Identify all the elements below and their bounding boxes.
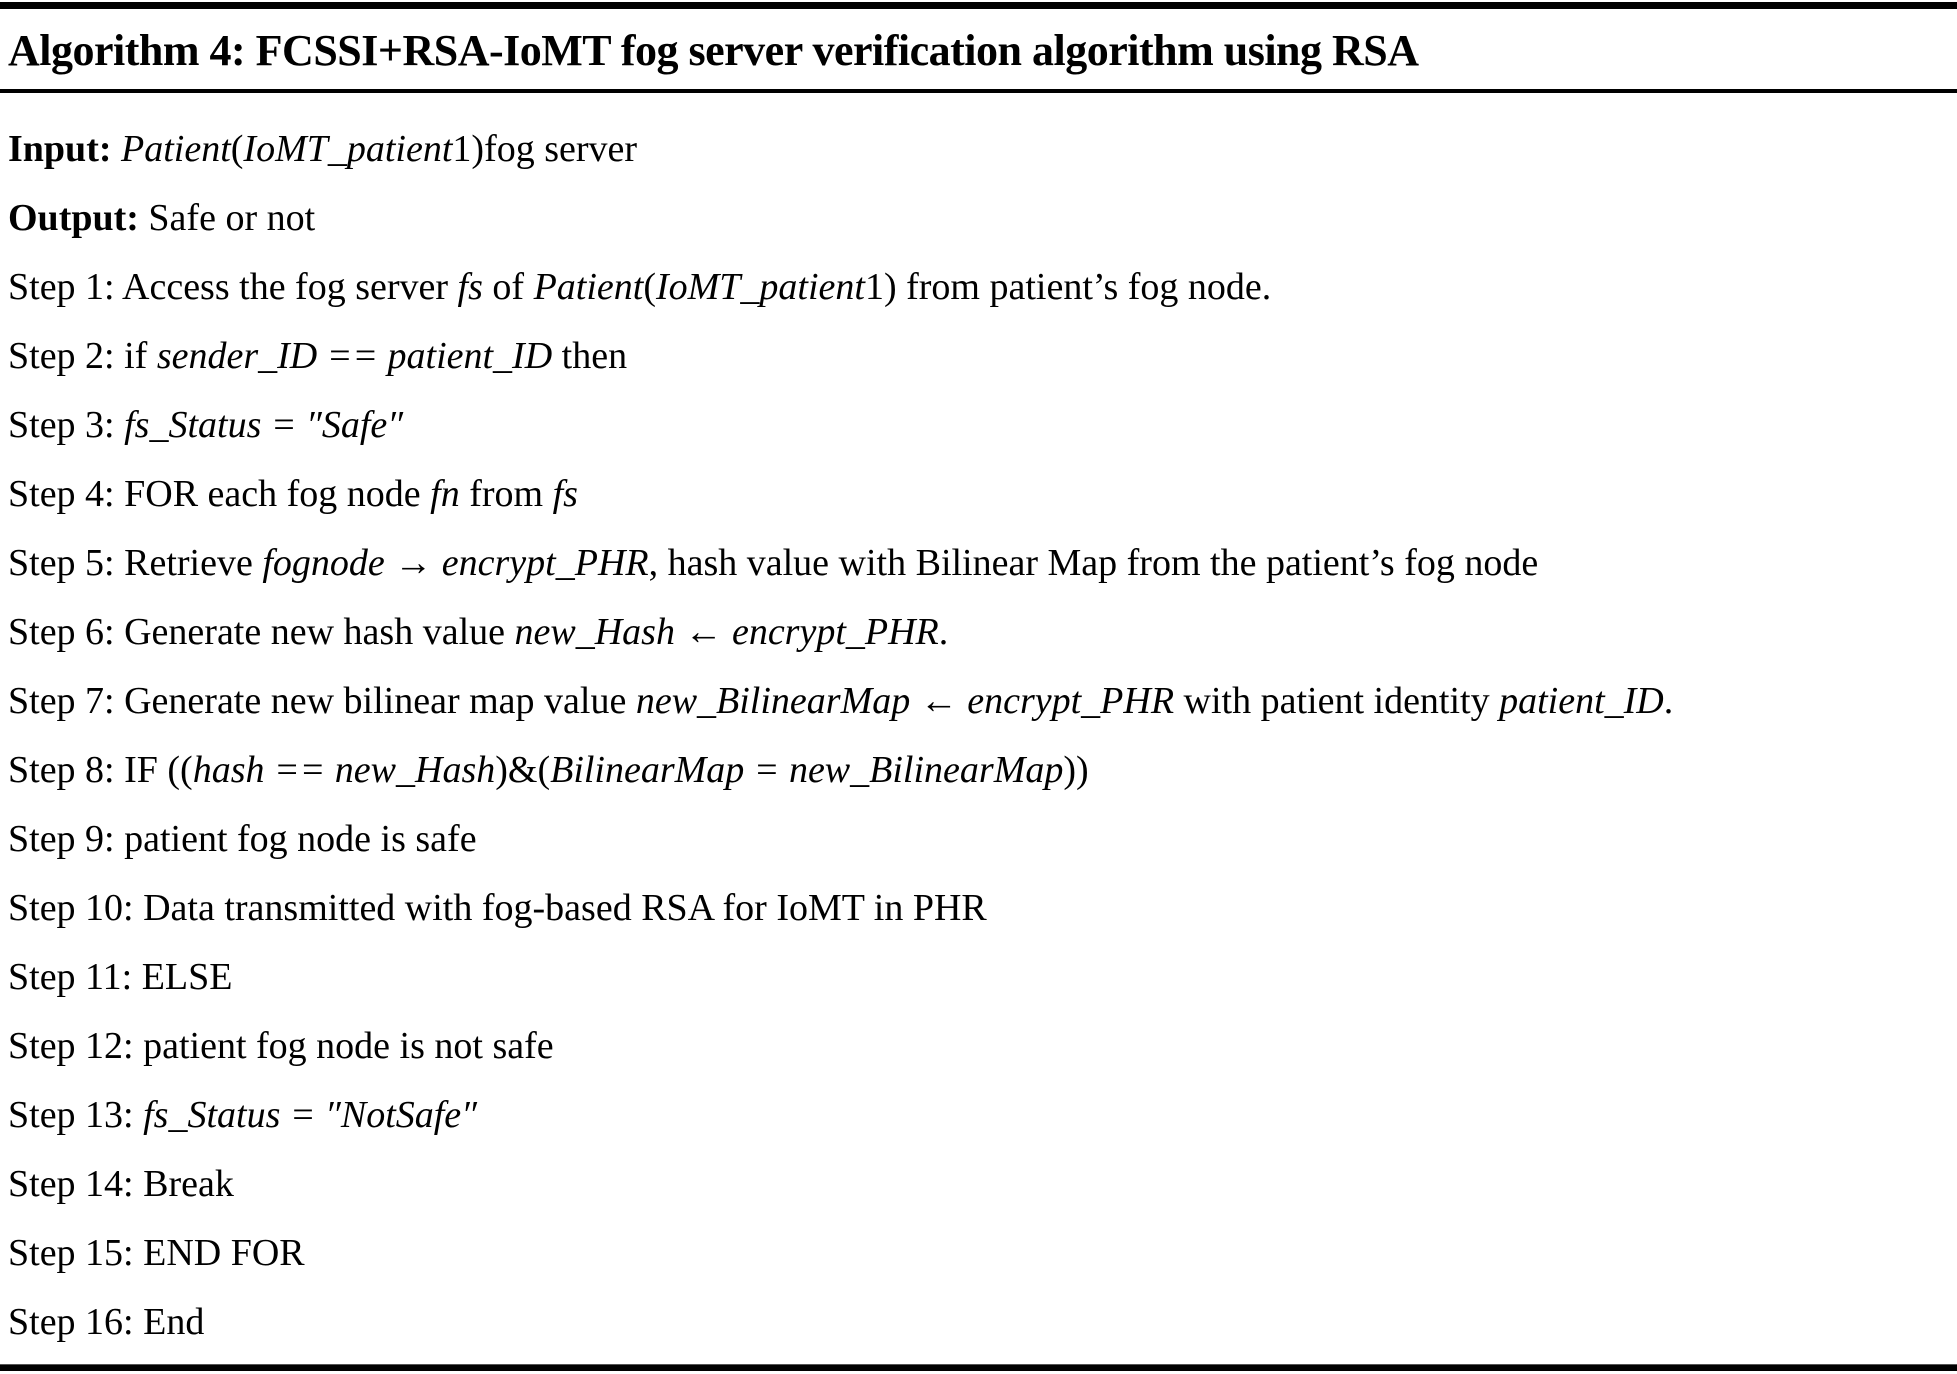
text-segment: hash == new_Hash	[192, 749, 496, 791]
text-segment: Step 8: IF ((	[8, 749, 193, 791]
algorithm-body	[0, 93, 1957, 1357]
text-segment: ←	[674, 611, 732, 653]
line-step-15	[8, 1219, 1949, 1288]
text-segment: Step 1: Access the fog server	[8, 266, 458, 308]
text-segment: Safe or not	[148, 197, 316, 239]
line-step-8	[8, 736, 1949, 805]
text-segment: Step 4: FOR each fog node	[8, 473, 431, 515]
text-segment: Step 10: Data transmitted with fog-based RSA for IoMT in PHR	[8, 887, 987, 929]
text-segment: encrypt_PHR	[967, 680, 1175, 722]
text-segment: fognode	[262, 542, 385, 584]
line-step-4	[8, 460, 1949, 529]
text-segment: .	[1663, 680, 1674, 722]
text-segment: fs_Status = ″Safe″	[124, 404, 404, 446]
text-segment: encrypt_PHR	[441, 542, 649, 584]
text-segment: with patient identity	[1174, 680, 1500, 722]
text-segment: Step 15: END FOR	[8, 1232, 305, 1274]
text-segment: encrypt_PHR	[731, 611, 939, 653]
text-segment: (	[643, 266, 656, 308]
text-segment: 1)	[864, 266, 897, 308]
text-segment: Step 11: ELSE	[8, 956, 233, 998]
text-segment: from	[459, 473, 553, 515]
line-step-5	[8, 529, 1949, 598]
text-segment: Step 3:	[8, 404, 125, 446]
text-segment: 1)	[452, 128, 485, 170]
line-step-7	[8, 667, 1949, 736]
text-segment: Step 5: Retrieve	[8, 542, 263, 584]
text-segment: Input:	[8, 128, 121, 170]
text-segment: from patient’s fog node.	[896, 266, 1272, 308]
line-step-9	[8, 805, 1949, 874]
text-segment: IoMT_patient	[655, 266, 865, 308]
text-segment: (	[230, 128, 244, 170]
text-segment: fs_Status = ″NotSafe″	[143, 1094, 477, 1136]
text-segment: )&(	[495, 749, 551, 791]
text-segment: Step 12: patient fog node is not safe	[8, 1025, 554, 1067]
text-segment: fs	[457, 266, 483, 308]
line-step-6	[8, 598, 1949, 667]
text-segment: Step 7: Generate new bilinear map value	[8, 680, 636, 722]
text-segment: .	[938, 611, 949, 653]
text-segment: fn	[430, 473, 460, 515]
line-step-10	[8, 874, 1949, 943]
text-segment: BilinearMap = new_BilinearMap	[550, 749, 1064, 791]
text-segment: Patient	[533, 266, 644, 308]
text-segment: then	[552, 335, 628, 377]
bottom-rule	[0, 1364, 1957, 1371]
text-segment: Step 13:	[8, 1094, 144, 1136]
text-segment: new_BilinearMap	[635, 680, 911, 722]
text-segment: of	[482, 266, 534, 308]
algorithm-title: Algorithm 4: FCSSI+RSA-IoMT fog server verification algorithm using RSA	[8, 26, 1419, 75]
text-segment: IoMT_patient	[243, 128, 453, 170]
line-step-13	[8, 1081, 1949, 1150]
text-segment: fs	[552, 473, 578, 515]
line-output	[8, 184, 1949, 253]
algorithm-header	[0, 9, 1957, 93]
text-segment: Step 6: Generate new hash value	[8, 611, 515, 653]
line-step-3	[8, 391, 1949, 460]
text-segment: Step 16: End	[8, 1301, 205, 1343]
line-step-16	[8, 1288, 1949, 1357]
top-rule	[0, 2, 1957, 9]
text-segment: Step 9: patient fog node is safe	[8, 818, 477, 860]
text-segment: Step 2: if	[8, 335, 157, 377]
line-step-14	[8, 1150, 1949, 1219]
text-segment: , hash value with Bilinear Map from the patient’s fog node	[648, 542, 1539, 584]
text-segment: ))	[1063, 749, 1089, 791]
line-step-2	[8, 322, 1949, 391]
text-segment: →	[384, 542, 442, 584]
text-segment: new_Hash	[514, 611, 675, 653]
line-step-11	[8, 943, 1949, 1012]
line-step-12	[8, 1012, 1949, 1081]
text-segment: Patient	[121, 128, 231, 170]
text-segment: Step 14: Break	[8, 1163, 234, 1205]
text-segment: Output:	[8, 197, 149, 239]
text-segment: sender_ID == patient_ID	[156, 335, 553, 377]
text-segment: fog server	[484, 128, 638, 170]
text-segment: ←	[910, 680, 968, 722]
line-step-1	[8, 253, 1949, 322]
text-segment: patient_ID	[1499, 680, 1664, 722]
line-input	[8, 115, 1949, 184]
